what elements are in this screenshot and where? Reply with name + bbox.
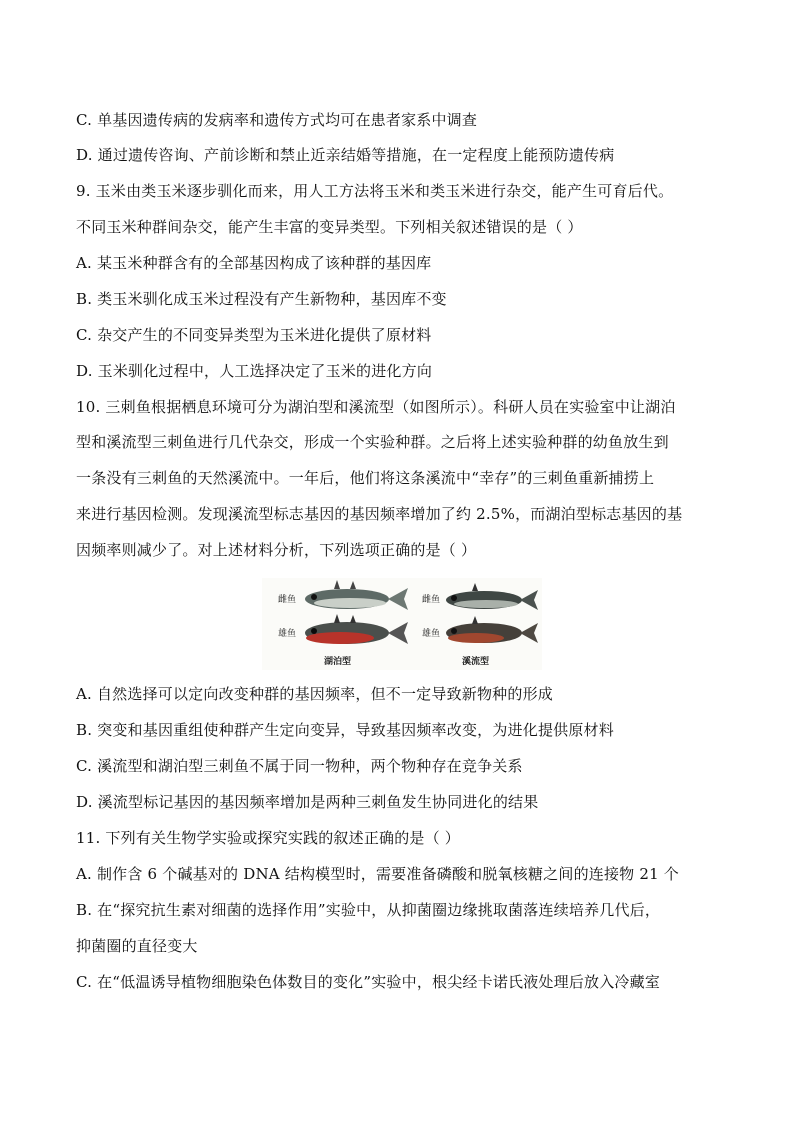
option-11b-line-2: 抑菌圈的直径变大 — [76, 937, 198, 955]
option-9a: A. 某玉米种群含有的全部基因构成了该种群的基因库 — [76, 254, 432, 272]
lake-male-label: 雄鱼 — [278, 629, 297, 639]
question-10-line-4: 来进行基因检测。发现溪流型标志基因的基因频率增加了约 2.5%，而湖泊型标志基因的基 — [76, 505, 683, 523]
question-10-line-2: 型和溪流型三刺鱼进行几代杂交，形成一个实验种群。之后将上述实验种群的幼鱼放生到 — [76, 433, 669, 451]
option-10b: B. 突变和基因重组使种群产生定向变异，导致基因频率改变，为进化提供原材料 — [76, 721, 614, 739]
option-9d: D. 玉米驯化过程中，人工选择决定了玉米的进化方向 — [76, 362, 433, 380]
option-11b-line-1: B. 在“探究抗生素对细菌的选择作用”实验中，从抑菌圈边缘挑取菌落连续培养几代后， — [76, 901, 661, 919]
question-9-line-2: 不同玉米种群间杂交，能产生丰富的变异类型。下列相关叙述错误的是（ ） — [76, 218, 583, 236]
question-10-line-1: 10. 三刺鱼根据栖息环境可分为湖泊型和溪流型（如图所示）。科研人员在实验室中让湖泊 — [76, 398, 676, 416]
stream-type-caption: 溪流型 — [462, 657, 490, 667]
option-10a: A. 自然选择可以定向改变种群的基因频率，但不一定导致新物种的形成 — [76, 685, 553, 703]
question-10-line-5: 因频率则减少了。对上述材料分析，下列选项正确的是（ ） — [76, 541, 477, 559]
stream-female-label: 雌鱼 — [422, 595, 441, 605]
option-11c-line-1: C. 在“低温诱导植物细胞染色体数目的变化”实验中，根尖经卡诺氏液处理后放入冷藏室 — [76, 973, 661, 991]
option-9c: C. 杂交产生的不同变异类型为玉米进化提供了原材料 — [76, 326, 432, 344]
option-8c: C. 单基因遗传病的发病率和遗传方式均可在患者家系中调查 — [76, 111, 478, 129]
lake-type-caption: 湖泊型 — [324, 657, 352, 667]
question-11: 11. 下列有关生物学实验或探究实践的叙述正确的是（ ） — [76, 829, 460, 847]
stream-male-label: 雄鱼 — [422, 629, 441, 639]
option-9b: B. 类玉米驯化成玉米过程没有产生新物种，基因库不变 — [76, 290, 447, 308]
stickleback-figure — [262, 578, 542, 670]
option-8d: D. 通过遗传咨询、产前诊断和禁止近亲结婚等措施，在一定程度上能预防遗传病 — [76, 146, 615, 164]
question-10-line-3: 一条没有三刺鱼的天然溪流中。一年后，他们将这条溪流中“幸存”的三刺鱼重新捕捞上 — [76, 469, 655, 487]
option-10c: C. 溪流型和湖泊型三刺鱼不属于同一物种，两个物种存在竞争关系 — [76, 757, 523, 775]
option-11a: A. 制作含 6 个碱基对的 DNA 结构模型时，需要准备磷酸和脱氧核糖之间的连接物 21 个 — [76, 865, 679, 883]
lake-female-label: 雌鱼 — [278, 595, 297, 605]
question-9-line-1: 9. 玉米由类玉米逐步驯化而来，用人工方法将玉米和类玉米进行杂交，能产生可育后代。 — [76, 182, 674, 200]
option-10d: D. 溪流型标记基因的基因频率增加是两种三刺鱼发生协同进化的结果 — [76, 793, 539, 811]
